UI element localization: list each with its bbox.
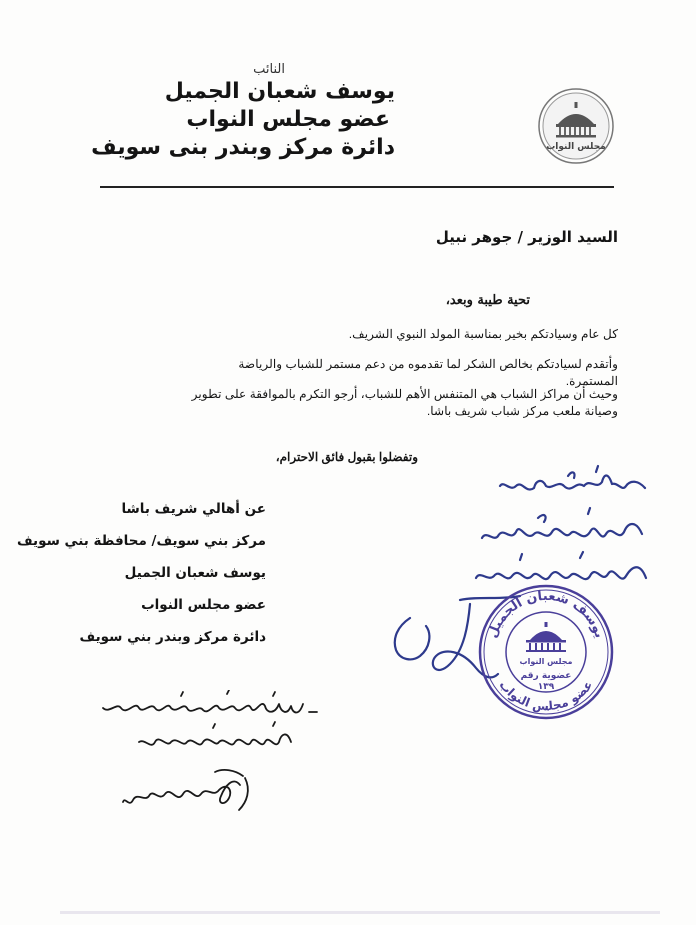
sender-line: مركز بني سويف/ محافظة بني سويف: [16, 533, 266, 549]
seal-inner-text: مجلس النواب: [519, 657, 573, 666]
addressee: السيد الوزير / جوهر نبيل: [435, 228, 618, 246]
seal-membership-label: عضوية رقم: [520, 671, 572, 681]
closing-line: وتفضلوا بقبول فائق الاحترام،: [275, 450, 418, 464]
logo-text: مجلس النواب: [546, 142, 606, 152]
sender-line: عضو مجلس النواب: [141, 597, 266, 613]
parliament-logo: [536, 86, 616, 166]
sender-line: عن أهالي شريف باشا: [121, 501, 266, 517]
footer-smudge: [60, 910, 660, 916]
deputy-district: دائرة مركز وبندر بنى سويف: [91, 135, 395, 160]
sender-block: [16, 493, 266, 653]
deputy-role: عضو مجلس النواب: [186, 107, 390, 132]
paragraph-thanks: وأتقدم لسيادتكم بخالص الشكر لما تقدموه من دعم مستمر للشباب والرياضة المستمرة.: [238, 357, 618, 388]
paragraph-request: وحيث أن مراكز الشباب هي المتنفس الأهم للشباب، أرجو التكرم بالموافقة على تطوير وصيانة ملعب مركز شباب شريف باشا.: [191, 387, 618, 418]
paragraph-greeting: كل عام وسيادتكم بخير بمناسبة المولد النبوي الشريف.: [348, 327, 618, 341]
seal-membership-number: ١٣٩: [537, 682, 555, 692]
handwritten-bottom-note: [95, 690, 320, 820]
sender-line: يوسف شعبان الجميل: [124, 565, 266, 581]
official-seal: [476, 582, 616, 722]
header-divider: [100, 186, 614, 188]
seal-outer-text: يوسف شعبان الجميل: [485, 588, 607, 641]
greeting: تحية طيبة وبعد،: [445, 293, 530, 308]
deputy-name: يوسف شعبان الجميل: [164, 79, 395, 104]
deputy-title: النائب: [253, 62, 285, 77]
sender-line: دائرة مركز وبندر بني سويف: [79, 629, 266, 645]
letterhead: [60, 62, 395, 162]
seal-bottom-text: عضو مجلس النواب: [496, 677, 596, 714]
